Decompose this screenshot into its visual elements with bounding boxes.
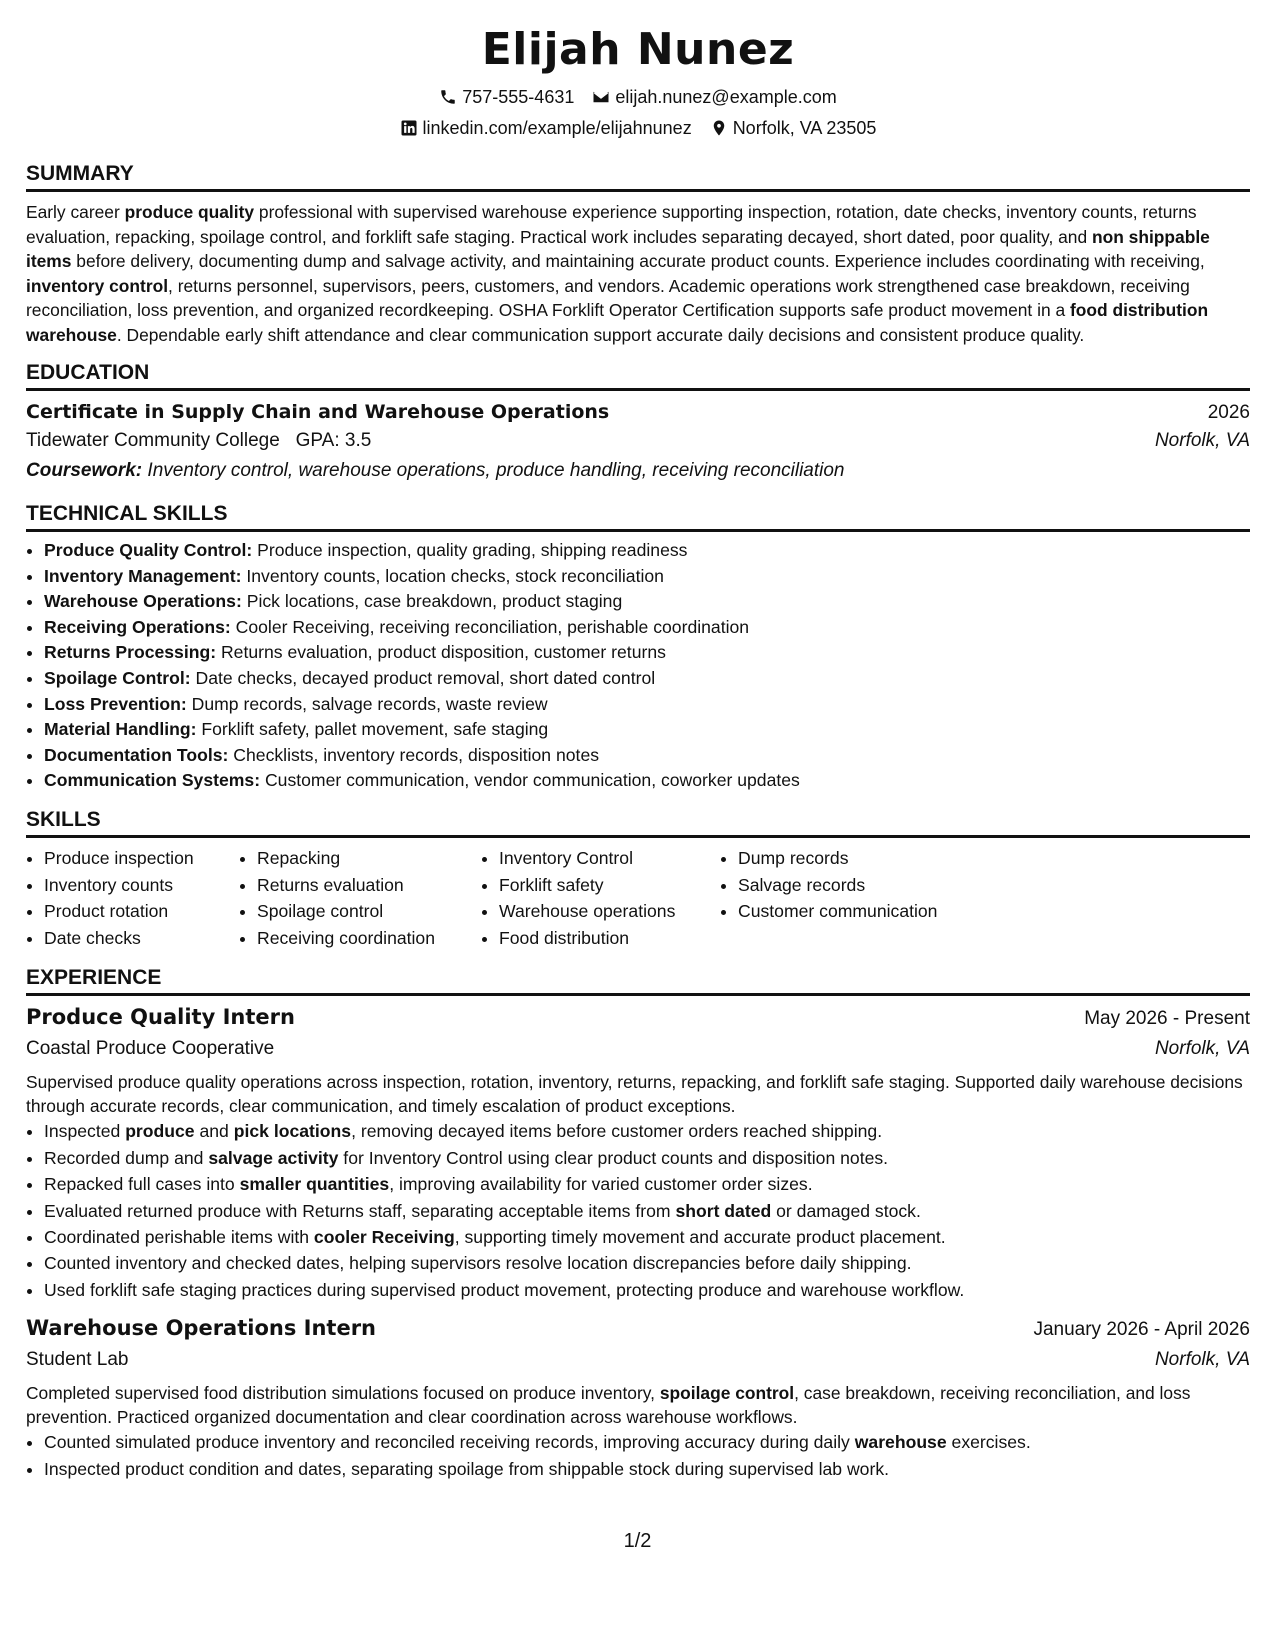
- gpa: GPA: 3.5: [295, 430, 372, 451]
- job-bullet: [44, 1429, 1250, 1455]
- linkedin-contact: [400, 118, 692, 138]
- job-bullet: [44, 1250, 1250, 1276]
- bold-phrase: non shippable items: [26, 226, 1210, 271]
- job-bullet: [44, 1277, 1250, 1303]
- skill-item: • Produce inspection: [44, 845, 239, 872]
- technical-skills-section: [26, 502, 1250, 794]
- section-heading: SKILLS: [26, 808, 1250, 838]
- skill-item: • Returns evaluation: [257, 872, 481, 899]
- job-description: [26, 1070, 1250, 1118]
- bold-phrase: produce quality: [124, 202, 255, 222]
- skill-category: Communication Systems:: [44, 770, 261, 791]
- technical-skills-list: [26, 538, 1250, 794]
- coursework: [26, 456, 1250, 486]
- text-segment: , removing decayed items before customer orders reached shipping.: [351, 1121, 883, 1142]
- text-segment: exercises.: [946, 1432, 1031, 1453]
- company-name: Coastal Produce Cooperative: [26, 1038, 275, 1060]
- text-segment: professional with supervised warehouse experience supporting inspection, rotation, date checks, inventory counts, returns evaluation, repacking, spoilage control, and forklift safe staging. Practical work includes separating decayed, short dated, poor quality, and: [26, 202, 1197, 247]
- text-segment: Counted simulated produce inventory and reconciled receiving records, improving accuracy during daily: [44, 1432, 855, 1453]
- job-description: [26, 1381, 1250, 1429]
- skill-category: Warehouse Operations:: [44, 591, 242, 612]
- skills-section: [26, 808, 1250, 951]
- text-segment: , returns personnel, supervisors, peers, customers, and vendors. Academic operations work strengthened case breakdown, receiving reconciliation, loss prevention, and organized recordkeeping. OSHA Forklift Operator Certification supports safe product movement in a: [26, 275, 1190, 320]
- skill-values: Produce inspection, quality grading, shipping readiness: [257, 540, 688, 560]
- location-text: Norfolk, VA 23505: [732, 118, 877, 138]
- coursework-list: Inventory control, warehouse operations, produce handling, receiving reconciliation: [147, 460, 845, 481]
- text-segment: Supervised produce quality operations across inspection, rotation, inventory, returns, repacking, and forklift safe staging. Supported daily warehouse decisions through accurate records, clear communication, and timely escalation of product exceptions.: [26, 1072, 1243, 1117]
- skills-column: [720, 845, 978, 951]
- text-segment: Recorded dump and: [44, 1147, 209, 1168]
- skill-item: • Date checks: [44, 925, 239, 952]
- phone-icon: [439, 88, 457, 106]
- school-location: Norfolk, VA: [1154, 430, 1250, 451]
- resume-page: [26, 0, 1250, 1482]
- bold-phrase: cooler Receiving: [313, 1226, 455, 1247]
- section-heading: TECHNICAL SKILLS: [26, 502, 1250, 532]
- experience-section: [26, 966, 1250, 1482]
- skill-item: • Inventory counts: [44, 872, 239, 899]
- phone-contact: [439, 87, 574, 107]
- skill-category: Loss Prevention:: [44, 693, 187, 714]
- map-pin-icon: [710, 119, 728, 137]
- section-heading: EDUCATION: [26, 361, 1250, 391]
- text-segment: , case breakdown, receiving reconciliation, and loss prevention. Practiced organized documentation and clear coordination across warehouse workflows.: [26, 1383, 1191, 1428]
- linkedin-link[interactable]: linkedin.com/example/elijahnunez: [422, 118, 692, 138]
- skill-values: Customer communication, vendor communication, coworker updates: [264, 770, 800, 791]
- bold-phrase: salvage activity: [208, 1147, 339, 1168]
- technical-skill-item: [44, 743, 1250, 769]
- job-title: Produce Quality Intern: [26, 1005, 295, 1030]
- skill-values: Forklift safety, pallet movement, safe staging: [201, 719, 549, 740]
- coursework-label: Coursework:: [26, 460, 143, 481]
- skills-column: [26, 845, 239, 951]
- resume-header: [26, 22, 1250, 138]
- bold-phrase: warehouse: [854, 1432, 947, 1453]
- text-segment: for Inventory Control using clear product counts and disposition notes.: [338, 1147, 889, 1168]
- technical-skill-item: [44, 717, 1250, 743]
- skill-item: • Repacking: [257, 845, 481, 872]
- technical-skill-item: [44, 589, 1250, 615]
- phone-text[interactable]: 757-555-4631: [462, 87, 575, 107]
- skill-category: Documentation Tools:: [44, 744, 229, 765]
- technical-skill-item: [44, 640, 1250, 666]
- text-segment: Coordinated perishable items with: [44, 1226, 314, 1247]
- skill-values: Inventory counts, location checks, stock reconciliation: [246, 565, 664, 586]
- text-segment: , improving availability for varied customer order sizes.: [389, 1174, 813, 1195]
- degree-title: Certificate in Supply Chain and Warehouse Operations: [26, 401, 610, 423]
- skill-item: • Warehouse operations: [499, 898, 720, 925]
- skill-values: Pick locations, case breakdown, product staging: [246, 591, 623, 612]
- job-bullet: [44, 1198, 1250, 1224]
- company-name: Student Lab: [26, 1349, 129, 1371]
- bold-phrase: pick locations: [233, 1121, 352, 1142]
- text-segment: Completed supervised food distribution simulations focused on produce inventory,: [26, 1383, 660, 1404]
- section-heading: EXPERIENCE: [26, 966, 1250, 996]
- graduation-year: 2026: [1207, 402, 1250, 423]
- text-segment: Inspected: [44, 1121, 126, 1142]
- job-bullets: [26, 1118, 1250, 1303]
- job-bullet: [44, 1118, 1250, 1144]
- skill-category: Returns Processing:: [44, 642, 217, 663]
- jobs-list: [26, 1002, 1250, 1482]
- page-number: 1/2: [623, 1530, 652, 1552]
- job-location: Norfolk, VA: [1154, 1038, 1250, 1060]
- bold-phrase: smaller quantities: [239, 1174, 390, 1195]
- technical-skill-item: [44, 692, 1250, 718]
- job-dates: May 2026 - Present: [1084, 1008, 1250, 1030]
- technical-skill-item: [44, 615, 1250, 641]
- skill-item: • Product rotation: [44, 898, 239, 925]
- skill-values: Checklists, inventory records, disposition notes: [233, 744, 600, 765]
- skill-values: Dump records, salvage records, waste review: [191, 693, 548, 714]
- job-location: Norfolk, VA: [1154, 1349, 1250, 1371]
- school-line: [26, 426, 371, 456]
- skill-item: • Receiving coordination: [257, 925, 481, 952]
- job-title: Warehouse Operations Intern: [26, 1316, 376, 1341]
- bold-phrase: spoilage control: [659, 1383, 795, 1404]
- skill-item: • Customer communication: [738, 898, 978, 925]
- job-entry: [26, 1313, 1250, 1482]
- job-bullet: [44, 1456, 1250, 1482]
- text-segment: Repacked full cases into: [44, 1174, 240, 1195]
- job-dates: January 2026 - April 2026: [1033, 1319, 1250, 1341]
- text-segment: Counted inventory and checked dates, helping supervisors resolve location discrepancies before daily shipping.: [44, 1253, 912, 1274]
- technical-skill-item: [44, 538, 1250, 564]
- bold-phrase: inventory control: [26, 275, 169, 296]
- email-contact: [592, 87, 836, 107]
- skill-category: Inventory Management:: [44, 565, 242, 586]
- text-segment: Evaluated returned produce with Returns staff, separating acceptable items from: [44, 1200, 676, 1221]
- contact-line-2: [26, 118, 1250, 138]
- text-segment: Early career: [26, 202, 125, 222]
- text-segment: Used forklift safe staging practices during supervised product movement, protecting produce and warehouse workflow.: [44, 1279, 965, 1300]
- skill-item: • Inventory Control: [499, 845, 720, 872]
- education-section: [26, 361, 1250, 486]
- bold-phrase: short dated: [675, 1200, 772, 1221]
- mail-icon: [592, 88, 610, 106]
- email-link[interactable]: elijah.nunez@example.com: [615, 87, 837, 107]
- skill-item: • Spoilage control: [257, 898, 481, 925]
- education-entry: [26, 399, 1250, 486]
- skill-item: • Food distribution: [499, 925, 720, 952]
- skill-values: Cooler Receiving, receiving reconciliation, perishable coordination: [235, 616, 750, 637]
- candidate-name: Elijah Nunez: [481, 24, 795, 75]
- skill-values: Date checks, decayed product removal, short dated control: [195, 667, 656, 688]
- contact-line-1: [26, 87, 1250, 107]
- technical-skill-item: [44, 768, 1250, 794]
- skill-category: Receiving Operations:: [44, 616, 231, 637]
- skill-item: • Dump records: [738, 845, 978, 872]
- technical-skill-item: [44, 564, 1250, 590]
- skills-column: [481, 845, 720, 951]
- technical-skill-item: [44, 666, 1250, 692]
- skill-item: • Salvage records: [738, 872, 978, 899]
- text-segment: Inspected product condition and dates, separating spoilage from shippable stock during supervised lab work.: [44, 1458, 890, 1479]
- text-segment: before delivery, documenting dump and salvage activity, and maintaining accurate product counts. Experience includes coordinating with receiving,: [71, 251, 1205, 271]
- section-heading: SUMMARY: [26, 162, 1250, 192]
- text-segment: , supporting timely movement and accurate product placement.: [454, 1226, 946, 1247]
- text-segment: . Dependable early shift attendance and clear communication support accurate daily decisions and consistent produce quality.: [116, 324, 1085, 345]
- skill-category: Spoilage Control:: [44, 667, 191, 688]
- skill-values: Returns evaluation, product disposition, customer returns: [220, 642, 666, 663]
- skill-category: Material Handling:: [44, 719, 197, 740]
- job-entry: [26, 1002, 1250, 1303]
- summary-text: [26, 200, 1250, 347]
- skills-column: [239, 845, 481, 951]
- text-segment: or damaged stock.: [771, 1200, 921, 1221]
- skills-grid: [26, 845, 1250, 951]
- text-segment: and: [194, 1121, 234, 1142]
- job-bullet: [44, 1171, 1250, 1197]
- job-bullet: [44, 1145, 1250, 1171]
- skill-category: Produce Quality Control:: [44, 540, 253, 560]
- job-bullet: [44, 1224, 1250, 1250]
- bold-phrase: food distribution warehouse: [26, 300, 1209, 345]
- location-contact: [710, 118, 877, 138]
- school-name: Tidewater Community College: [26, 430, 280, 451]
- linkedin-icon: [400, 119, 418, 137]
- job-bullets: [26, 1429, 1250, 1482]
- bold-phrase: produce: [125, 1121, 195, 1142]
- skill-item: • Forklift safety: [499, 872, 720, 899]
- summary-section: [26, 162, 1250, 347]
